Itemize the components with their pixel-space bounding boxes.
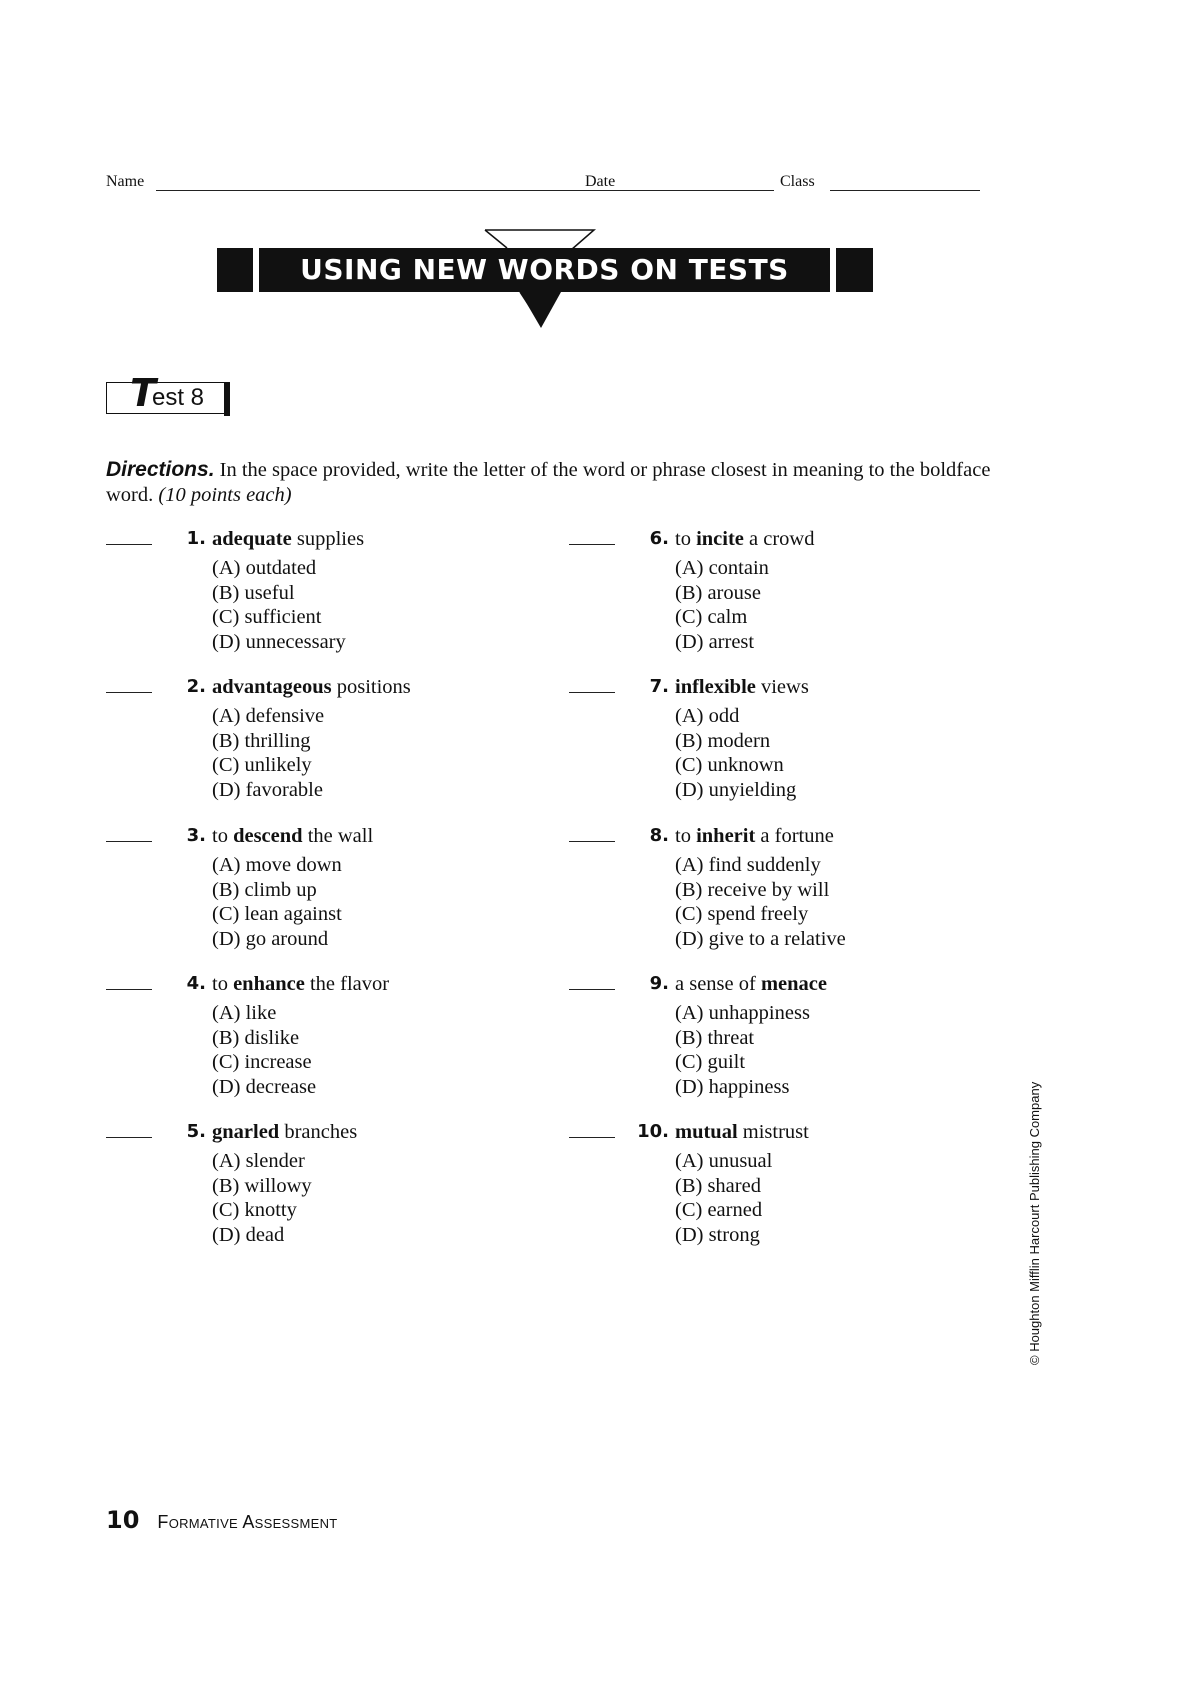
answer-option: (A) unhappiness: [675, 1002, 810, 1024]
answer-blank[interactable]: [569, 544, 615, 545]
answer-option: (D) unyielding: [675, 778, 797, 801]
answer-options: [212, 556, 346, 654]
test-label: [106, 371, 226, 415]
answer-option: (A) defensive: [212, 705, 325, 727]
stem-suffix: branches: [279, 1121, 358, 1143]
answer-option: (C) earned: [675, 1199, 763, 1221]
directions-text: In the space provided, write the letter of the word or phrase closest in meaning to the boldface word.: [106, 459, 991, 506]
boldface-word: inherit: [696, 825, 756, 847]
stem-prefix: to: [675, 528, 697, 550]
answer-options: [212, 853, 342, 951]
stem-prefix: a sense of: [675, 973, 761, 995]
question-number: 9.: [649, 973, 669, 994]
answer-option: (C) sufficient: [212, 606, 322, 628]
date-label: Date: [585, 173, 616, 190]
answer-blank[interactable]: [106, 692, 152, 693]
question-stem: [675, 824, 834, 849]
answer-option: (B) modern: [675, 729, 771, 752]
stem-suffix: mistrust: [737, 1121, 809, 1143]
answer-option: (A) find suddenly: [675, 854, 821, 876]
answer-option: (C) guilt: [675, 1051, 746, 1073]
question-item: [569, 675, 989, 815]
question-item: [106, 972, 526, 1112]
stem-suffix: a fortune: [755, 825, 834, 847]
question-number: 7.: [649, 676, 669, 697]
answer-options: [212, 704, 324, 802]
answer-option: (D) strong: [675, 1223, 760, 1246]
question-stem: [675, 1120, 809, 1145]
answer-blank[interactable]: [569, 989, 615, 990]
test-label-initial: T: [130, 371, 156, 415]
copyright-notice: © Houghton Mifflin Harcourt Publishing Company: [1027, 1081, 1042, 1365]
question-item: [569, 527, 989, 667]
boldface-word: enhance: [233, 973, 305, 995]
question-item: [569, 1120, 989, 1260]
question-item: [569, 972, 989, 1112]
question-stem: [212, 824, 373, 849]
stem-suffix: positions: [331, 676, 411, 698]
answer-option: (A) unusual: [675, 1150, 773, 1172]
answer-options: [675, 1001, 810, 1099]
answer-blank[interactable]: [569, 692, 615, 693]
answer-option: (D) decrease: [212, 1075, 317, 1098]
section-banner: [217, 228, 873, 328]
answer-option: (C) lean against: [212, 903, 342, 925]
boldface-word: mutual: [675, 1121, 738, 1143]
question-number: 10.: [637, 1121, 669, 1142]
answer-option: (B) shared: [675, 1174, 761, 1197]
test-label-bar: [224, 382, 230, 416]
answer-option: (A) contain: [675, 557, 769, 579]
stem-prefix: to: [212, 825, 234, 847]
answer-option: (D) arrest: [675, 630, 755, 653]
answer-option: (B) threat: [675, 1026, 755, 1049]
answer-option: (D) favorable: [212, 778, 323, 801]
answer-option: (D) dead: [212, 1223, 285, 1246]
date-blank[interactable]: [626, 190, 774, 191]
answer-option: (A) odd: [675, 705, 740, 727]
stem-prefix: to: [212, 973, 234, 995]
answer-option: (C) calm: [675, 606, 748, 628]
answer-options: [675, 1149, 772, 1247]
stem-suffix: the flavor: [304, 973, 390, 995]
answer-option: (B) useful: [212, 581, 295, 604]
question-number: 5.: [186, 1121, 206, 1142]
question-number: 6.: [649, 528, 669, 549]
question-stem: [675, 972, 827, 997]
question-number: 8.: [649, 825, 669, 846]
answer-blank[interactable]: [106, 544, 152, 545]
answer-option: (B) willowy: [212, 1174, 312, 1197]
question-stem: [212, 527, 364, 552]
directions-points-note: (10 points each): [158, 484, 292, 506]
question-stem: [675, 675, 809, 700]
question-number: 2.: [186, 676, 206, 697]
question-number: 1.: [186, 528, 206, 549]
boldface-word: menace: [760, 973, 827, 995]
answer-option: (B) dislike: [212, 1026, 300, 1049]
answer-option: (C) unlikely: [212, 754, 312, 776]
stem-suffix: supplies: [291, 528, 365, 550]
answer-option: (C) knotty: [212, 1199, 297, 1221]
answer-options: [212, 1149, 312, 1247]
student-info-line: [106, 173, 980, 197]
boldface-word: advantageous: [212, 676, 332, 698]
stem-suffix: the wall: [302, 825, 374, 847]
answer-options: [675, 704, 796, 802]
boldface-word: incite: [696, 528, 744, 550]
question-stem: [675, 527, 815, 552]
boldface-word: descend: [233, 825, 303, 847]
question-stem: [212, 1120, 357, 1145]
answer-blank[interactable]: [106, 841, 152, 842]
answer-option: (B) thrilling: [212, 729, 311, 752]
section-name: Formative Assessment: [157, 1512, 338, 1532]
answer-option: (B) receive by will: [675, 878, 830, 901]
answer-option: (C) unknown: [675, 754, 784, 776]
question-item: [106, 1120, 526, 1260]
answer-blank[interactable]: [569, 841, 615, 842]
answer-option: (D) happiness: [675, 1075, 790, 1098]
question-stem: [212, 675, 411, 700]
question-item: [106, 824, 526, 964]
test-label-text: est 8: [152, 384, 205, 411]
question-number: 3.: [186, 825, 206, 846]
answer-option: (C) increase: [212, 1051, 312, 1073]
page-number: 10: [106, 1506, 140, 1534]
answer-blank[interactable]: [569, 1137, 615, 1138]
directions: [106, 457, 1006, 508]
question-stem: [212, 972, 389, 997]
question-item: [106, 675, 526, 815]
answer-blank[interactable]: [106, 1137, 152, 1138]
answer-option: (C) spend freely: [675, 903, 809, 925]
boldface-word: adequate: [212, 528, 292, 550]
answer-option: (A) slender: [212, 1150, 305, 1172]
answer-options: [675, 853, 846, 951]
answer-option: (B) arouse: [675, 581, 761, 604]
name-label: Name: [106, 173, 145, 190]
directions-label: Directions.: [106, 458, 215, 481]
answer-option: (B) climb up: [212, 878, 317, 901]
answer-options: [675, 556, 769, 654]
stem-suffix: a crowd: [743, 528, 815, 550]
question-number: 4.: [186, 973, 206, 994]
stem-suffix: views: [755, 676, 809, 698]
answer-option: (A) like: [212, 1002, 277, 1024]
page-footer: [106, 1506, 338, 1534]
question-item: [569, 824, 989, 964]
answer-option: (D) give to a relative: [675, 927, 846, 950]
answer-option: (D) go around: [212, 927, 329, 950]
boldface-word: gnarled: [212, 1121, 280, 1143]
question-item: [106, 527, 526, 667]
boldface-word: inflexible: [675, 676, 756, 698]
answer-option: (A) outdated: [212, 557, 317, 579]
answer-blank[interactable]: [106, 989, 152, 990]
banner-title: USING NEW WORDS ON TESTS: [300, 253, 789, 286]
answer-option: (D) unnecessary: [212, 630, 346, 653]
answer-options: [212, 1001, 316, 1099]
stem-prefix: to: [675, 825, 697, 847]
class-blank[interactable]: [830, 190, 980, 191]
class-label: Class: [780, 173, 815, 190]
answer-option: (A) move down: [212, 854, 342, 876]
